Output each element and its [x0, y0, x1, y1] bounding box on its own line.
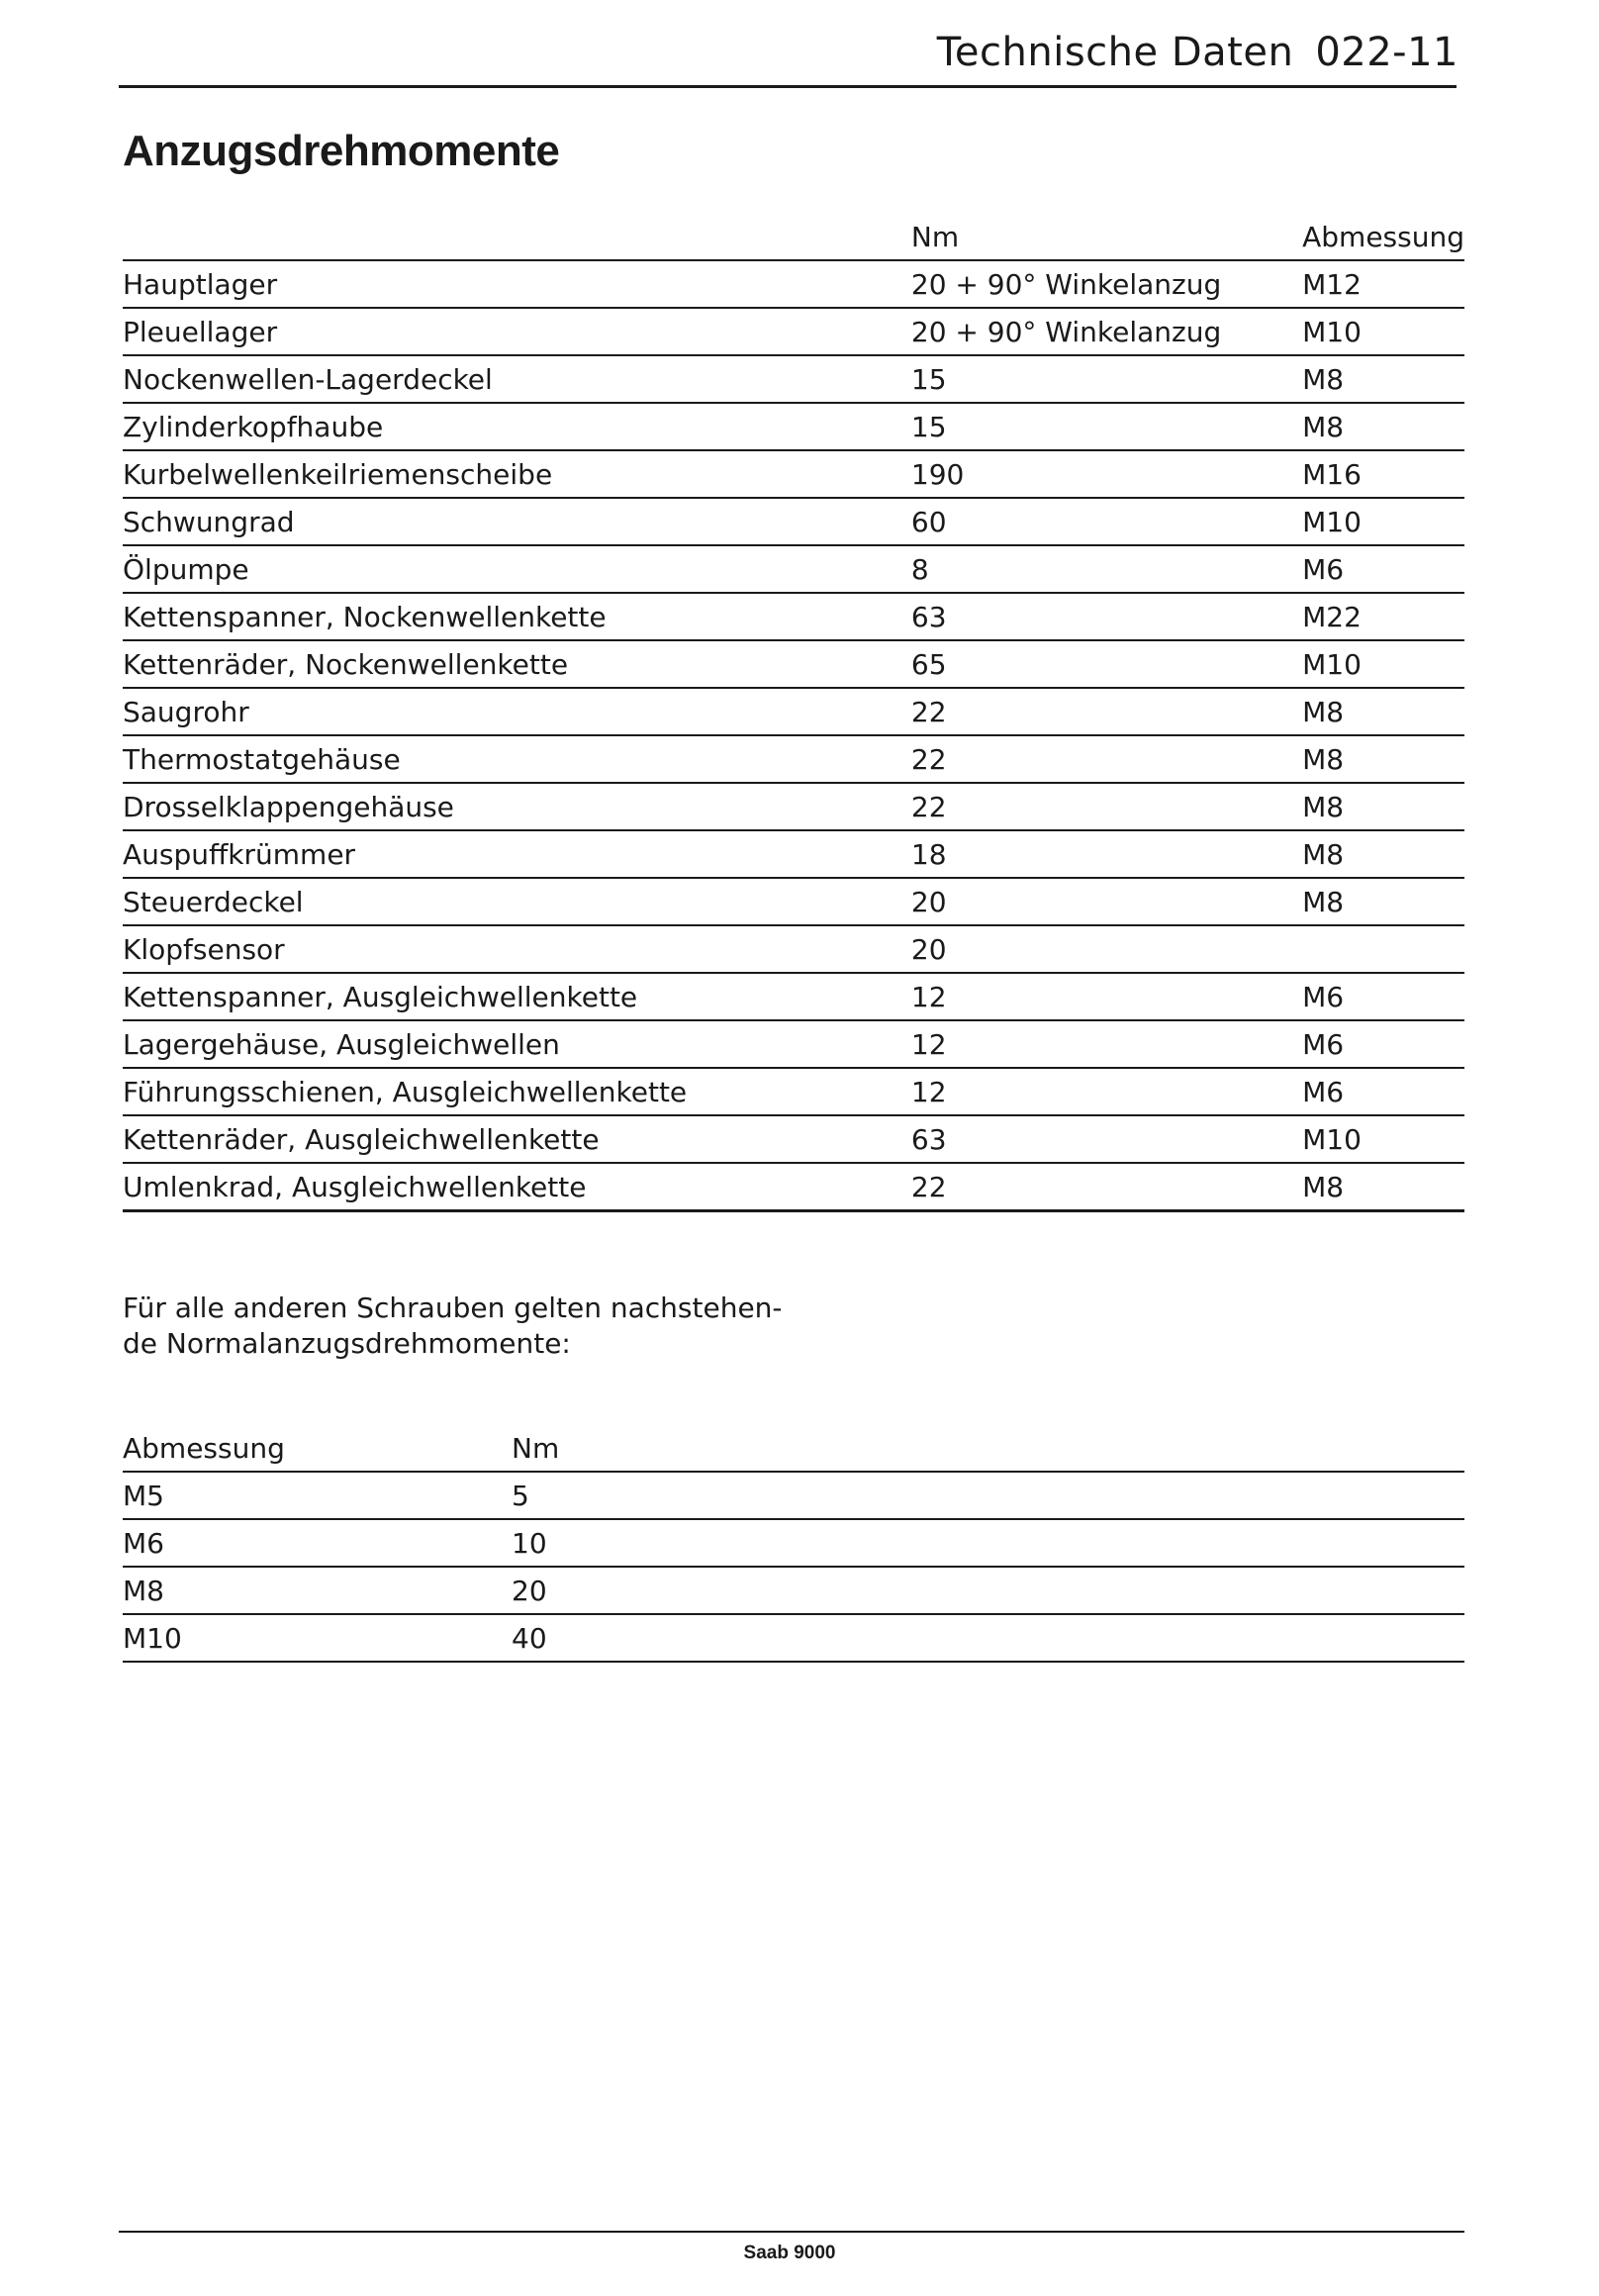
header-divider: [119, 85, 1457, 88]
page-number: 022-11: [1315, 30, 1458, 75]
table-row: [123, 830, 1464, 878]
table-header-row: [123, 1421, 1464, 1472]
size-cell: M16: [1302, 450, 1464, 498]
nm-cell: 20: [907, 878, 1302, 925]
part-cell: Drosselklappengehäuse: [123, 783, 907, 830]
nm-cell: 22: [907, 783, 1302, 830]
nm-cell: 22: [907, 688, 1302, 735]
nm-cell: 65: [907, 640, 1302, 688]
size-cell: M6: [1302, 545, 1464, 593]
part-cell: Kettenspanner, Ausgleichwellenkette: [123, 973, 907, 1020]
column-header-nm: Nm: [512, 1421, 1464, 1472]
size-cell: M6: [1302, 973, 1464, 1020]
part-cell: Steuerdeckel: [123, 878, 907, 925]
nm-cell: 5: [512, 1472, 1464, 1519]
size-cell: M6: [1302, 1020, 1464, 1068]
note-line: de Normalanzugsdrehmomente:: [123, 1327, 571, 1360]
table-row: [123, 1115, 1464, 1163]
part-cell: Kettenräder, Nockenwellenkette: [123, 640, 907, 688]
part-cell: Nockenwellen-Lagerdeckel: [123, 355, 907, 403]
size-cell: M8: [1302, 688, 1464, 735]
table-row: [123, 1519, 1464, 1567]
table-row: [123, 308, 1464, 355]
table-row: [123, 355, 1464, 403]
size-cell: M8: [123, 1567, 512, 1614]
part-cell: Hauptlager: [123, 260, 907, 308]
nm-cell: 22: [907, 735, 1302, 783]
size-cell: M8: [1302, 1163, 1464, 1211]
table-row: [123, 783, 1464, 830]
part-cell: Kettenspanner, Nockenwellenkette: [123, 593, 907, 640]
nm-cell: 20: [907, 925, 1302, 973]
table-row: [123, 260, 1464, 308]
nm-cell: 15: [907, 403, 1302, 450]
nm-cell: 63: [907, 1115, 1302, 1163]
part-cell: Kurbelwellenkeilriemenscheibe: [123, 450, 907, 498]
nm-cell: 20 + 90° Winkelanzug: [907, 260, 1302, 308]
table-row: [123, 498, 1464, 545]
part-cell: Umlenkrad, Ausgleichwellenkette: [123, 1163, 907, 1211]
size-cell: M8: [1302, 355, 1464, 403]
column-header-size: Abmessung: [1302, 210, 1464, 260]
part-cell: Kettenräder, Ausgleichwellenkette: [123, 1115, 907, 1163]
note-line: Für alle anderen Schrauben gelten nachstehen-: [123, 1292, 783, 1324]
torque-table: [123, 210, 1464, 1212]
table-row: [123, 1163, 1464, 1211]
nm-cell: 12: [907, 1068, 1302, 1115]
note-paragraph: [123, 1291, 835, 1362]
table-row: [123, 640, 1464, 688]
part-cell: Pleuellager: [123, 308, 907, 355]
nm-cell: 20 + 90° Winkelanzug: [907, 308, 1302, 355]
size-cell: M22: [1302, 593, 1464, 640]
size-cell: M8: [1302, 878, 1464, 925]
size-cell: M6: [123, 1519, 512, 1567]
size-cell: M10: [1302, 640, 1464, 688]
nm-cell: 12: [907, 973, 1302, 1020]
nm-cell: 190: [907, 450, 1302, 498]
part-cell: Klopfsensor: [123, 925, 907, 973]
table-row: [123, 973, 1464, 1020]
nm-cell: 12: [907, 1020, 1302, 1068]
table-row: [123, 1472, 1464, 1519]
table-row: [123, 1614, 1464, 1662]
size-cell: M8: [1302, 783, 1464, 830]
size-cell: M6: [1302, 1068, 1464, 1115]
nm-cell: 10: [512, 1519, 1464, 1567]
size-cell: M12: [1302, 260, 1464, 308]
table-row: [123, 545, 1464, 593]
size-cell: M10: [1302, 498, 1464, 545]
column-header-part: [123, 210, 907, 260]
table-row: [123, 450, 1464, 498]
part-cell: Thermostatgehäuse: [123, 735, 907, 783]
nm-cell: 15: [907, 355, 1302, 403]
part-cell: Ölpumpe: [123, 545, 907, 593]
footer-divider: [119, 2231, 1464, 2233]
part-cell: Auspuffkrümmer: [123, 830, 907, 878]
size-cell: M10: [123, 1614, 512, 1662]
size-cell: M5: [123, 1472, 512, 1519]
nm-cell: 20: [512, 1567, 1464, 1614]
size-cell: M8: [1302, 403, 1464, 450]
table-header-row: [123, 210, 1464, 260]
part-cell: Zylinderkopfhaube: [123, 403, 907, 450]
footer-label: Saab 9000: [743, 2243, 836, 2263]
table-row: [123, 403, 1464, 450]
part-cell: Saugrohr: [123, 688, 907, 735]
nm-cell: 18: [907, 830, 1302, 878]
size-cell: [1302, 925, 1464, 973]
table-row: [123, 1068, 1464, 1115]
size-cell: M10: [1302, 308, 1464, 355]
nm-cell: 8: [907, 545, 1302, 593]
nm-cell: 60: [907, 498, 1302, 545]
section-title: Technische Daten: [936, 30, 1294, 75]
page-header: [937, 30, 1458, 75]
table-row: [123, 1567, 1464, 1614]
column-header-nm: Nm: [907, 210, 1302, 260]
table-row: [123, 878, 1464, 925]
nm-cell: 40: [512, 1614, 1464, 1662]
nm-cell: 63: [907, 593, 1302, 640]
table-row: [123, 688, 1464, 735]
size-cell: M8: [1302, 735, 1464, 783]
column-header-size: Abmessung: [123, 1421, 512, 1472]
size-cell: M8: [1302, 830, 1464, 878]
table-row: [123, 1020, 1464, 1068]
part-cell: Führungsschienen, Ausgleichwellenkette: [123, 1068, 907, 1115]
part-cell: Lagergehäuse, Ausgleichwellen: [123, 1020, 907, 1068]
page-title: Anzugsdrehmomente: [123, 127, 560, 175]
part-cell: Schwungrad: [123, 498, 907, 545]
normal-torque-table: [123, 1421, 1464, 1663]
size-cell: M10: [1302, 1115, 1464, 1163]
table-row: [123, 593, 1464, 640]
table-row: [123, 925, 1464, 973]
nm-cell: 22: [907, 1163, 1302, 1211]
table-row: [123, 735, 1464, 783]
